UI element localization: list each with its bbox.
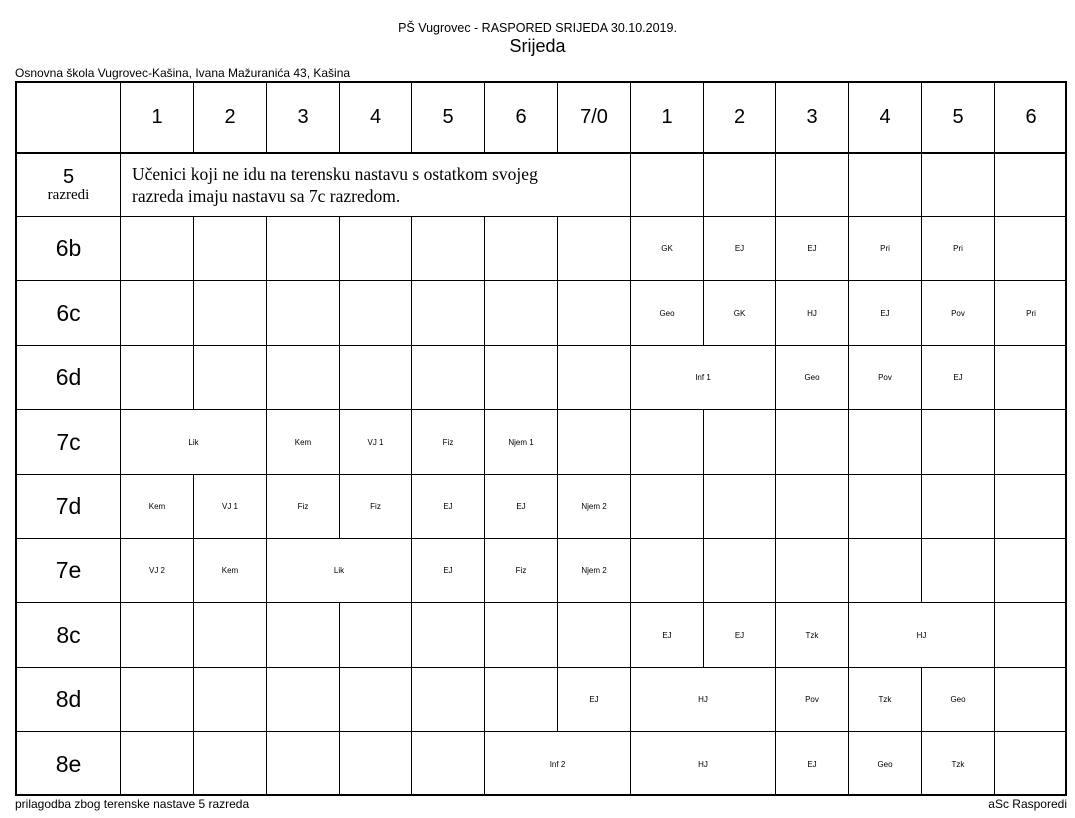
lesson-cell: Pov <box>849 346 922 410</box>
period-header: 1 <box>121 83 194 153</box>
period-header: 5 <box>922 83 995 153</box>
empty-cell <box>704 539 776 603</box>
lesson-cell: VJ 2 <box>121 539 194 603</box>
lesson-cell: Fiz <box>412 410 485 475</box>
period-header: 5 <box>412 83 485 153</box>
period-header: 2 <box>704 83 776 153</box>
empty-cell <box>485 281 558 346</box>
corner-cell <box>17 83 121 153</box>
empty-cell <box>194 346 267 410</box>
empty-cell <box>704 153 776 217</box>
empty-cell <box>995 217 1067 281</box>
empty-cell <box>340 217 412 281</box>
empty-cell <box>922 153 995 217</box>
timetable-grid <box>15 81 1067 796</box>
empty-cell <box>267 668 340 732</box>
empty-cell <box>995 732 1067 796</box>
class-label: 7e <box>17 539 121 603</box>
footer-note: prilagodba zbog terenske nastave 5 razreda <box>15 797 250 811</box>
class-label: 6d <box>17 346 121 410</box>
empty-cell <box>194 668 267 732</box>
lesson-cell: VJ 1 <box>340 410 412 475</box>
lesson-cell: Njem 2 <box>558 475 631 539</box>
empty-cell <box>776 410 849 475</box>
empty-cell <box>121 217 194 281</box>
empty-cell <box>631 539 704 603</box>
empty-cell <box>340 732 412 796</box>
lesson-cell: Pov <box>922 281 995 346</box>
lesson-cell: Pri <box>995 281 1067 346</box>
empty-cell <box>849 410 922 475</box>
empty-cell <box>412 281 485 346</box>
lesson-cell: Geo <box>922 668 995 732</box>
empty-cell <box>340 281 412 346</box>
empty-cell <box>485 668 558 732</box>
empty-cell <box>121 603 194 668</box>
class-label-subtitle: razredi <box>47 186 90 203</box>
period-header: 6 <box>995 83 1067 153</box>
empty-cell <box>194 217 267 281</box>
empty-cell <box>485 217 558 281</box>
empty-cell <box>267 732 340 796</box>
lesson-cell: Lik <box>121 410 267 475</box>
empty-cell <box>631 153 704 217</box>
empty-cell <box>267 346 340 410</box>
lesson-cell: EJ <box>849 281 922 346</box>
lesson-cell: EJ <box>558 668 631 732</box>
period-header: 4 <box>849 83 922 153</box>
lesson-cell: HJ <box>631 732 776 796</box>
class-label: 8e <box>17 732 121 796</box>
class-label: 8c <box>17 603 121 668</box>
period-header: 7/0 <box>558 83 631 153</box>
empty-cell <box>267 217 340 281</box>
lesson-cell: Njem 2 <box>558 539 631 603</box>
lesson-cell: Kem <box>121 475 194 539</box>
empty-cell <box>995 346 1067 410</box>
lesson-cell: Kem <box>194 539 267 603</box>
empty-cell <box>849 475 922 539</box>
empty-cell <box>558 281 631 346</box>
period-header: 2 <box>194 83 267 153</box>
empty-cell <box>995 668 1067 732</box>
lesson-cell: EJ <box>631 603 704 668</box>
header-divider <box>17 152 1067 154</box>
empty-cell <box>631 410 704 475</box>
lesson-cell: HJ <box>776 281 849 346</box>
period-header: 1 <box>631 83 704 153</box>
empty-cell <box>776 153 849 217</box>
empty-cell <box>267 281 340 346</box>
class-label: 7d <box>17 475 121 539</box>
lesson-cell: Njem 1 <box>485 410 558 475</box>
empty-cell <box>995 603 1067 668</box>
note-cell: Učenici koji ne idu na terensku nastavu s ostatkom svojeg razreda imaju nastavu sa 7c razredom. <box>121 153 631 217</box>
empty-cell <box>849 153 922 217</box>
empty-cell <box>412 732 485 796</box>
lesson-cell: EJ <box>776 217 849 281</box>
class-label <box>17 153 121 217</box>
lesson-cell: Lik <box>267 539 412 603</box>
empty-cell <box>485 346 558 410</box>
empty-cell <box>776 539 849 603</box>
empty-cell <box>995 153 1067 217</box>
class-label: 7c <box>17 410 121 475</box>
empty-cell <box>340 346 412 410</box>
empty-cell <box>194 281 267 346</box>
lesson-cell: Pri <box>922 217 995 281</box>
period-header: 4 <box>340 83 412 153</box>
lesson-cell: Geo <box>849 732 922 796</box>
empty-cell <box>412 668 485 732</box>
period-header: 3 <box>776 83 849 153</box>
empty-cell <box>340 668 412 732</box>
empty-cell <box>121 281 194 346</box>
empty-cell <box>121 732 194 796</box>
empty-cell <box>704 475 776 539</box>
empty-cell <box>776 475 849 539</box>
class-label: 6c <box>17 281 121 346</box>
lesson-cell: Fiz <box>485 539 558 603</box>
lesson-cell: HJ <box>631 668 776 732</box>
school-address: Osnovna škola Vugrovec-Kašina, Ivana Mažuranića 43, Kašina <box>15 66 351 80</box>
empty-cell <box>194 603 267 668</box>
lesson-cell: VJ 1 <box>194 475 267 539</box>
lesson-cell: EJ <box>412 539 485 603</box>
class-label: 8d <box>17 668 121 732</box>
day-title: Srijeda <box>509 36 566 56</box>
empty-cell <box>121 346 194 410</box>
empty-cell <box>849 539 922 603</box>
class-label-number: 5 <box>62 165 75 188</box>
lesson-cell: GK <box>704 281 776 346</box>
lesson-cell: Tzk <box>922 732 995 796</box>
lesson-cell: EJ <box>704 217 776 281</box>
lesson-cell: Fiz <box>267 475 340 539</box>
lesson-cell: EJ <box>776 732 849 796</box>
empty-cell <box>412 603 485 668</box>
lesson-cell: Geo <box>631 281 704 346</box>
lesson-cell: Fiz <box>340 475 412 539</box>
empty-cell <box>485 603 558 668</box>
empty-cell <box>558 410 631 475</box>
lesson-cell: Kem <box>267 410 340 475</box>
empty-cell <box>121 668 194 732</box>
empty-cell <box>631 475 704 539</box>
footer-software: aSc Rasporedi <box>988 797 1067 811</box>
empty-cell <box>922 410 995 475</box>
empty-cell <box>267 603 340 668</box>
lesson-cell: EJ <box>412 475 485 539</box>
period-header: 3 <box>267 83 340 153</box>
empty-cell <box>558 603 631 668</box>
empty-cell <box>704 410 776 475</box>
empty-cell <box>194 732 267 796</box>
empty-cell <box>995 475 1067 539</box>
lesson-cell: Geo <box>776 346 849 410</box>
lesson-cell: Pov <box>776 668 849 732</box>
empty-cell <box>922 539 995 603</box>
empty-cell <box>558 217 631 281</box>
lesson-cell: Pri <box>849 217 922 281</box>
empty-cell <box>558 346 631 410</box>
lesson-cell: EJ <box>922 346 995 410</box>
empty-cell <box>412 346 485 410</box>
lesson-cell: HJ <box>849 603 995 668</box>
lesson-cell: EJ <box>485 475 558 539</box>
empty-cell <box>995 410 1067 475</box>
empty-cell <box>922 475 995 539</box>
empty-cell <box>412 217 485 281</box>
empty-cell <box>340 603 412 668</box>
lesson-cell: Tzk <box>776 603 849 668</box>
empty-cell <box>995 539 1067 603</box>
lesson-cell: Inf 1 <box>631 346 776 410</box>
period-header: 6 <box>485 83 558 153</box>
lesson-cell: Tzk <box>849 668 922 732</box>
lesson-cell: Inf 2 <box>485 732 631 796</box>
document-title: PŠ Vugrovec - RASPORED SRIJEDA 30.10.2019. <box>398 21 677 35</box>
lesson-cell: EJ <box>704 603 776 668</box>
lesson-cell: GK <box>631 217 704 281</box>
class-label: 6b <box>17 217 121 281</box>
